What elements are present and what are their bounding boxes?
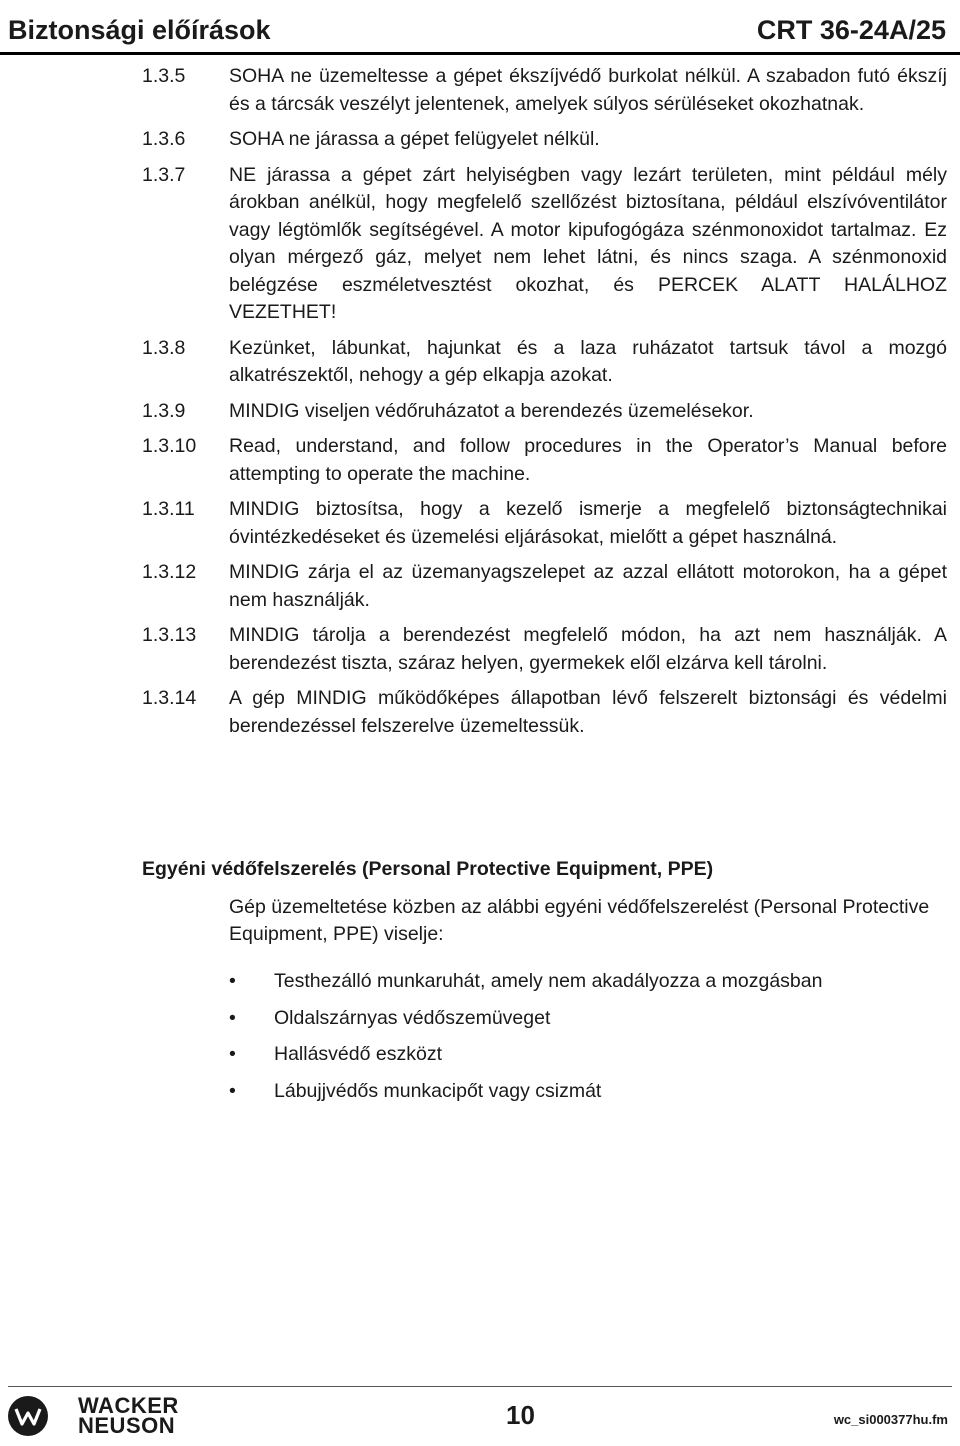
logo-line-1: WACKER [78, 1393, 179, 1418]
bullet-icon: • [229, 1079, 236, 1102]
item-text: MINDIG tárolja a berendezést megfelelő módon, ha azt nem használják. A berendezést tiszta, száraz helyen, gyermekek elől elzárva kell tárolni. [229, 624, 947, 674]
list-item [229, 1041, 947, 1069]
item-text: MINDIG zárja el az üzemanyagszelepet az azzal ellátott motorokon, ha a gépet nem használják. [229, 561, 947, 611]
item-text: SOHA ne üzemeltesse a gépet ékszíjvédő burkolat nélkül. A szabadon futó ékszíj és a tárcsák veszélyt jelentenek, amelyek súlyos sérüléseket okozhatnak. [229, 65, 947, 115]
wacker-neuson-logo [8, 1393, 179, 1438]
item-number: 1.3.7 [142, 163, 186, 186]
list-item-text: Lábujjvédős munkacipőt vagy csizmát [274, 1079, 602, 1102]
list-item-text: Hallásvédő eszközt [274, 1043, 442, 1065]
safety-item [142, 685, 947, 740]
page-content [142, 63, 947, 748]
header-divider [0, 52, 960, 55]
ppe-section [142, 842, 947, 1125]
item-number: 1.3.9 [142, 399, 186, 422]
item-text: NE járassa a gépet zárt helyiségben vagy lezárt területen, mint például mély árokban anélkül, hogy megfelelő szellőzést biztosítana, például elszívóventilátor vagy légtömlők segítségével. A motor kipufogógáza szénmonoxidot tartalmaz. Ez olyan mérgező gáz, melyet nem lehet látni, és nincs szaga. A szénmonoxid belégzése eszméletvesztést okozhat, és PERCEK ALATT HALÁLHOZ VEZETHET! [229, 163, 947, 323]
item-number: 1.3.13 [142, 624, 197, 646]
item-text: A gép MINDIG működőképes állapotban lévő felszerelt biztonsági és védelmi berendezéssel felszerelve üzemeltessük. [229, 687, 947, 737]
item-text: SOHA ne járassa a gépet felügyelet nélkül. [229, 128, 600, 150]
item-number: 1.3.10 [142, 435, 197, 457]
safety-item [142, 433, 947, 488]
list-item [229, 968, 947, 996]
ppe-heading: Egyéni védőfelszerelés (Personal Protective Equipment, PPE) [142, 858, 714, 880]
safety-item [142, 63, 947, 118]
list-item [229, 1078, 947, 1106]
logo-line-2: NEUSON [78, 1413, 176, 1438]
item-number: 1.3.14 [142, 687, 197, 709]
model-number: CRT 36-24A/25 [756, 14, 946, 45]
safety-item [142, 559, 947, 614]
item-number: 1.3.5 [142, 65, 186, 87]
item-text: Read, understand, and follow procedures in the Operator’s Manual before attempting to operate the machine. [229, 435, 947, 485]
item-number: 1.3.12 [142, 561, 197, 583]
list-item-text: Testhezálló munkaruhát, amely nem akadályozza a mozgásban [274, 970, 823, 992]
safety-item [142, 162, 947, 327]
item-text: MINDIG biztosítsa, hogy a kezelő ismerje a megfelelő biztonságtechnikai óvintézkedéseket és üzemelési eljárásokat, mielőtt a gépet használná. [229, 498, 947, 548]
bullet-icon: • [229, 1043, 236, 1065]
safety-item [142, 496, 947, 551]
item-text: Kezünket, lábunkat, hajunkat és a laza ruházatot tartsuk távol a mozgó alkatrészektől, nehogy a gép elkapja azokat. [229, 336, 947, 386]
bullet-icon: • [229, 970, 236, 992]
page-footer [8, 1392, 948, 1442]
safety-item [142, 398, 947, 426]
safety-item [142, 335, 947, 390]
item-number: 1.3.8 [142, 336, 186, 359]
ppe-list [229, 968, 947, 1105]
bullet-icon: • [229, 1006, 236, 1029]
page-number: 10 [506, 1400, 535, 1430]
section-title: Biztonsági előírások [8, 14, 271, 45]
item-number: 1.3.6 [142, 128, 186, 150]
ppe-intro: Gép üzemeltetése közben az alábbi egyéni védőfelszerelést (Personal Protective Equipment, PPE) viselje: [229, 895, 930, 945]
list-item-text: Oldalszárnyas védőszemüveget [274, 1006, 551, 1029]
wacker-neuson-w-icon [8, 1396, 48, 1436]
item-text: MINDIG viseljen védőruházatot a berendezés üzemelésekor. [229, 399, 754, 422]
page-header [8, 10, 946, 50]
safety-item [142, 622, 947, 677]
safety-item [142, 126, 947, 154]
file-identifier: wc_si000377hu.fm [833, 1412, 948, 1427]
item-number: 1.3.11 [142, 498, 195, 520]
list-item [229, 1005, 947, 1033]
footer-divider [8, 1386, 952, 1387]
